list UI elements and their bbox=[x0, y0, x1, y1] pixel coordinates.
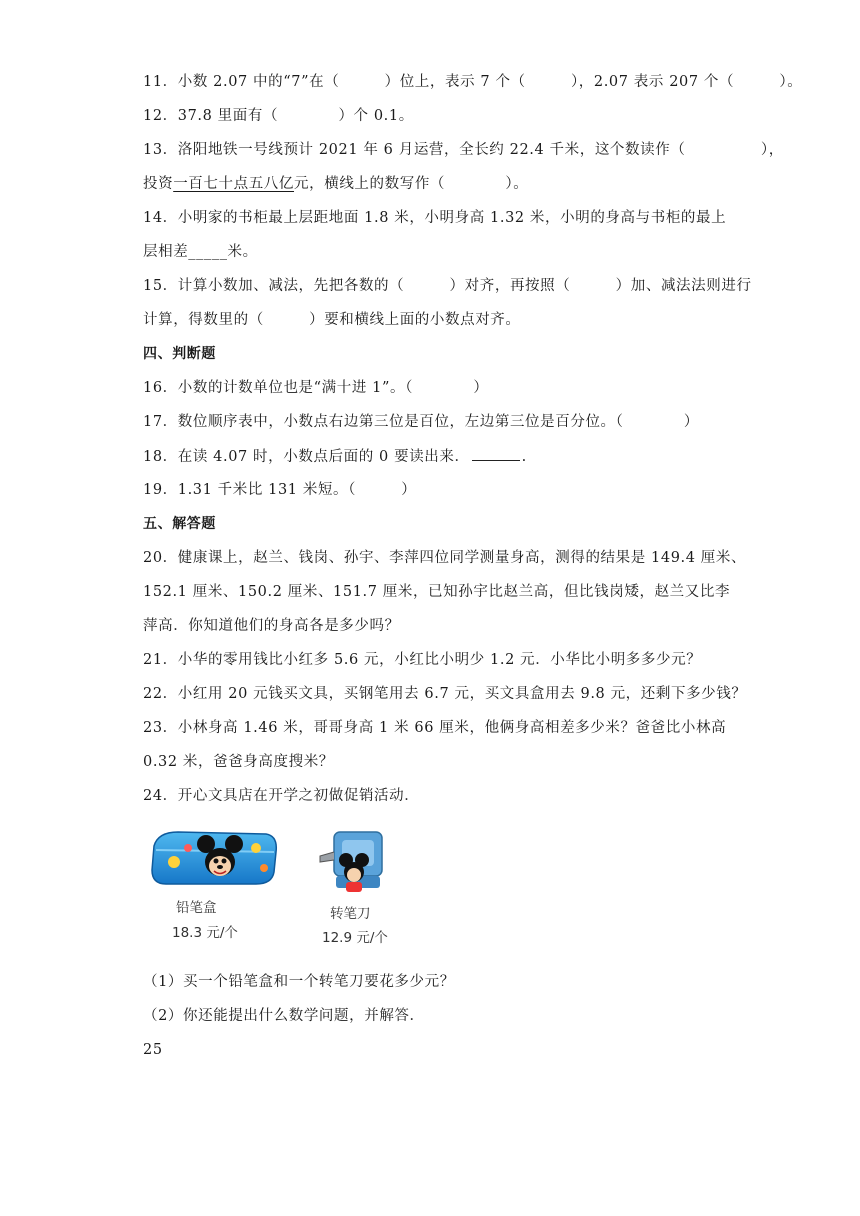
pencil-case-label: 铅笔盒 bbox=[176, 900, 217, 916]
question-23-line2: 0.32 米，爸爸身高度搜米？ bbox=[143, 754, 334, 770]
question-16: 16．小数的计数单位也是“满十进 1”。（ ） bbox=[143, 380, 489, 396]
question-25-number: 25 bbox=[143, 1042, 163, 1058]
sub-question-1: （1）买一个铅笔盒和一个转笔刀要花多少元？ bbox=[143, 974, 455, 990]
question-19: 19．1.31 千米比 131 米短。（ ） bbox=[143, 482, 417, 498]
question-15-line1: 15．计算小数加、减法，先把各数的（ ）对齐，再按照（ ）加、减法法则进行 bbox=[143, 278, 752, 294]
question-20-line2: 152.1 厘米、150.2 厘米、151.7 厘米，已知孙宇比赵兰高，但比钱岗矮，赵兰又比李 bbox=[143, 584, 731, 600]
question-24: 24．开心文具店在开学之初做促销活动． bbox=[143, 788, 420, 804]
pencil-sharpener-price: 12.9 元/个 bbox=[322, 930, 388, 946]
q13-underlined-number: 一百七十点五八亿 bbox=[173, 176, 295, 192]
section-4-heading: 四、判断题 bbox=[143, 346, 216, 362]
answer-blank bbox=[472, 446, 520, 461]
question-17: 17．数位顺序表中，小数点右边第三位是百位，左边第三位是百分位。（ ） bbox=[143, 414, 699, 430]
question-14-line2: 层相差_____米。 bbox=[143, 244, 258, 260]
section-5-heading: 五、解答题 bbox=[143, 516, 216, 532]
question-22: 22．小红用 20 元钱买文具，买钢笔用去 6.7 元，买文具盒用去 9.8 元，还剩下多少钱？ bbox=[143, 686, 747, 702]
question-20-line1: 20．健康课上，赵兰、钱岗、孙宇、李萍四位同学测量身高，测得的结果是 149.4 厘米、 bbox=[143, 550, 747, 566]
q13-prefix: 投资 bbox=[143, 176, 174, 192]
question-21: 21．小华的零用钱比小红多 5.6 元，小红比小明少 1.2 元．小华比小明多多少元？ bbox=[143, 652, 702, 668]
pencil-sharpener-image bbox=[316, 826, 392, 896]
question-23-line1: 23．小林身高 1.46 米，哥哥身高 1 米 66 厘米，他俩身高相差多少米？爸爸比小林高 bbox=[143, 720, 727, 736]
question-13-line1: 13．洛阳地铁一号线预计 2021 年 6 月运营，全长约 22.4 千米，这个数读作（ ）， bbox=[143, 142, 784, 158]
q13-suffix: 元，横线上的数写作（ ）。 bbox=[294, 176, 529, 192]
pencil-case-image bbox=[148, 826, 280, 890]
pencil-sharpener-label: 转笔刀 bbox=[330, 906, 371, 922]
sub-question-2: （2）你还能提出什么数学问题，并解答． bbox=[143, 1008, 425, 1024]
question-13-line2 bbox=[143, 174, 528, 194]
q18-period: . bbox=[521, 449, 527, 465]
question-20-line3: 萍高．你知道他们的身高各是多少吗？ bbox=[143, 618, 400, 634]
question-15-line2: 计算，得数里的（ ）要和横线上面的小数点对齐。 bbox=[143, 312, 521, 328]
q18-text: 18．在读 4.07 时，小数点后面的 0 要读出来． bbox=[143, 449, 470, 465]
question-12: 12．37.8 里面有（ ）个 0.1。 bbox=[143, 108, 414, 124]
question-11: 11．小数 2.07 中的“7”在（ ）位上，表示 7 个（ ），2.07 表示 207 个（ ）。 bbox=[143, 74, 803, 90]
question-14-line1: 14．小明家的书柜最上层距地面 1.8 米，小明身高 1.32 米，小明的身高与书柜的最上 bbox=[143, 210, 727, 226]
pencil-case-price: 18.3 元/个 bbox=[172, 925, 238, 941]
question-18 bbox=[143, 446, 527, 467]
